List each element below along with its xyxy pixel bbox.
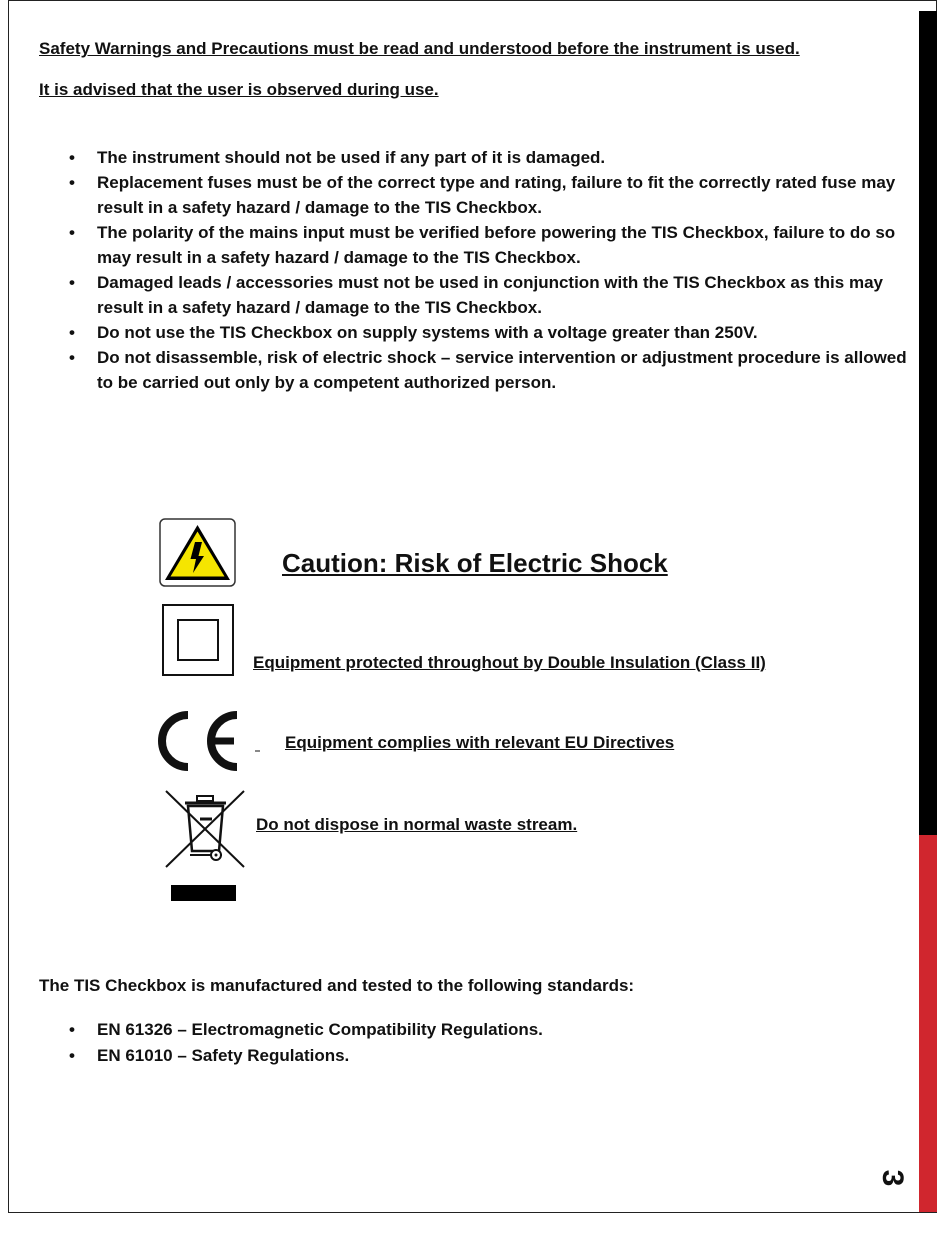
side-bar-red xyxy=(919,835,937,1212)
warning-text: Replacement fuses must be of the correct type and rating, failure to fit the correctly rated fuse may result in a safety hazard / damage to the TIS Checkbox. xyxy=(97,173,896,217)
bullet-icon: • xyxy=(69,173,75,192)
page-number: 3 xyxy=(876,1169,909,1187)
list-item xyxy=(39,170,909,220)
caution-label: Caution: Risk of Electric Shock xyxy=(282,548,668,578)
warning-text: Do not use the TIS Checkbox on supply systems with a voltage greater than 250V. xyxy=(97,323,758,342)
list-item xyxy=(39,1017,543,1043)
crossed-bin-icon xyxy=(164,789,246,903)
bullet-icon: • xyxy=(69,348,75,367)
warning-text: Do not disassemble, risk of electric shock – service intervention or adjustment procedure is allowed to be carried out only by a competent authorized person. xyxy=(97,348,907,392)
standard-text: EN 61010 – Safety Regulations. xyxy=(97,1046,350,1065)
warnings-list xyxy=(39,145,909,395)
safety-heading: Safety Warnings and Precautions must be read and understood before the instrument is used. xyxy=(39,39,800,58)
ce-mark-icon xyxy=(157,710,261,772)
bullet-icon: • xyxy=(69,223,75,242)
side-bar-black xyxy=(919,11,937,835)
ce-label: Equipment complies with relevant EU Directives xyxy=(285,733,675,752)
bullet-icon: • xyxy=(69,323,75,342)
list-item xyxy=(39,345,909,395)
list-item xyxy=(39,320,909,345)
electric-shock-warning-icon xyxy=(159,518,236,587)
list-item xyxy=(39,270,909,320)
warning-text: The polarity of the mains input must be verified before powering the TIS Checkbox, failure to do so may result in a safety hazard / damage to the TIS Checkbox. xyxy=(97,223,896,267)
observation-heading: It is advised that the user is observed during use. xyxy=(39,80,439,99)
standards-intro: The TIS Checkbox is manufactured and tested to the following standards: xyxy=(39,976,635,995)
bullet-icon: • xyxy=(69,1046,75,1065)
weee-label: Do not dispose in normal waste stream. xyxy=(256,815,578,834)
standard-text: EN 61326 – Electromagnetic Compatibility Regulations. xyxy=(97,1020,543,1039)
warning-text: Damaged leads / accessories must not be used in conjunction with the TIS Checkbox as this may result in a safety hazard / damage to the TIS Checkbox. xyxy=(97,273,883,317)
double-insulation-icon xyxy=(162,604,234,676)
bullet-icon: • xyxy=(69,1020,75,1039)
warning-text: The instrument should not be used if any part of it is damaged. xyxy=(97,148,606,167)
bullet-icon: • xyxy=(69,273,75,292)
list-item xyxy=(39,145,909,170)
standards-list xyxy=(39,1017,543,1069)
double-insulation-label: Equipment protected throughout by Double Insulation (Class II) xyxy=(253,653,766,672)
bullet-icon: • xyxy=(69,148,75,167)
list-item xyxy=(39,1043,543,1069)
list-item xyxy=(39,220,909,270)
